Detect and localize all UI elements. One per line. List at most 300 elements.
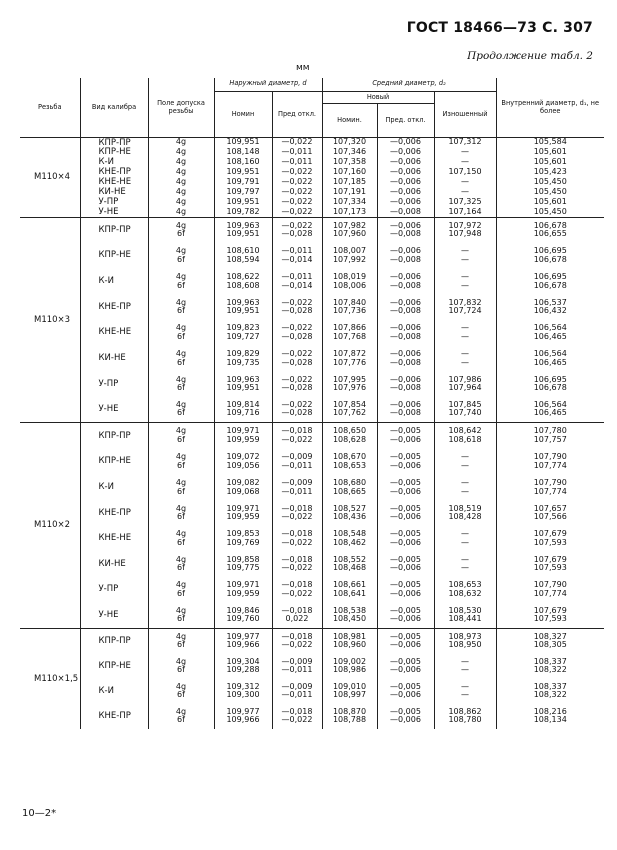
cell-value: —0,006 xyxy=(390,156,421,166)
table-row xyxy=(20,208,604,218)
cell-value: 6f xyxy=(177,331,185,341)
cell-value: —0,006 xyxy=(390,146,421,156)
col-header-gauge: Вид калибра xyxy=(80,78,148,138)
cell-value: 109,963 xyxy=(226,297,260,307)
cell-value: — xyxy=(461,554,469,564)
table-row xyxy=(20,188,604,198)
cell-value: 109,951 xyxy=(226,166,260,176)
cell-value: — xyxy=(461,563,469,573)
table-row xyxy=(20,526,604,552)
cell-value: —0,022 xyxy=(281,186,313,196)
cell-value: 108,653 xyxy=(448,580,482,590)
outer-nominal-cell xyxy=(214,654,272,679)
cell-value: —0,011 xyxy=(281,246,313,256)
gauge-cell: КИ-НЕ xyxy=(80,346,148,372)
cell-value: 4g xyxy=(175,186,187,196)
cell-value: — xyxy=(461,156,469,166)
cell-value: —0,008 xyxy=(390,408,421,418)
table-row xyxy=(20,198,604,208)
pitch-deviation-cell xyxy=(377,208,434,218)
cell-value: 4g xyxy=(175,246,187,256)
outer-deviation-cell xyxy=(272,269,322,295)
tolerance-cell xyxy=(148,475,214,501)
cell-value: 6f xyxy=(177,614,185,624)
cell-value: 107,593 xyxy=(533,614,567,624)
cell-value: 106,678 xyxy=(533,220,567,230)
outer-nominal-cell xyxy=(214,577,272,603)
cell-value: —0,022 xyxy=(281,715,313,725)
cell-value: —0,022 xyxy=(281,196,313,206)
cell-value: 108,530 xyxy=(448,605,482,615)
cell-value: —0,006 xyxy=(390,323,421,333)
cell-value: —0,008 xyxy=(390,331,421,341)
cell-value: 107,976 xyxy=(332,383,367,393)
worn-cell xyxy=(434,208,496,218)
cell-value: —0,028 xyxy=(281,408,313,418)
cell-value: 108,305 xyxy=(533,640,567,650)
outer-nominal-cell xyxy=(214,704,272,729)
inner-diameter-cell xyxy=(496,269,604,295)
cell-value: 107,845 xyxy=(448,399,482,409)
cell-value: —0,006 xyxy=(390,196,421,206)
cell-value: — xyxy=(461,529,469,539)
inner-diameter-cell xyxy=(496,475,604,501)
cell-value: 109,775 xyxy=(226,563,260,573)
worn-cell xyxy=(434,629,496,654)
cell-value: —0,008 xyxy=(390,229,421,239)
col-header-outer-diameter: Наружный диаметр, d xyxy=(214,78,322,91)
cell-value: 107,776 xyxy=(332,357,367,367)
pitch-nominal-cell xyxy=(322,603,377,629)
cell-value: 6f xyxy=(177,306,185,316)
cell-value: —0,011 xyxy=(281,486,313,496)
cell-value: 6f xyxy=(177,588,185,598)
gauge-cell: У-НЕ xyxy=(80,208,148,218)
cell-value: 6f xyxy=(177,715,185,725)
table-row xyxy=(20,397,604,423)
gauge-cell: КНЕ-НЕ xyxy=(80,526,148,552)
tolerance-cell xyxy=(148,346,214,372)
outer-deviation-cell xyxy=(272,654,322,679)
cell-value: 108,981 xyxy=(332,631,367,641)
table-row xyxy=(20,178,604,188)
cell-value: 109,829 xyxy=(226,349,260,359)
cell-value: 4g xyxy=(175,176,187,186)
table-row xyxy=(20,423,604,449)
cell-value: — xyxy=(461,272,469,282)
cell-value: —0,011 xyxy=(281,156,313,166)
cell-value: 106,564 xyxy=(533,323,567,333)
cell-value: 6f xyxy=(177,408,185,418)
cell-value: —0,022 xyxy=(281,374,313,384)
cell-value: —0,028 xyxy=(281,229,313,239)
cell-value: —0,009 xyxy=(281,478,313,488)
outer-deviation-cell xyxy=(272,552,322,577)
col-header-pitch-nominal: Номин. xyxy=(322,104,377,138)
cell-value: 109,966 xyxy=(226,640,260,650)
cell-value: 107,334 xyxy=(332,196,367,206)
table-row xyxy=(20,218,604,243)
cell-value: —0,014 xyxy=(281,280,313,290)
cell-value: 109,312 xyxy=(226,681,260,691)
cell-value: —0,018 xyxy=(281,706,313,716)
cell-value: 6f xyxy=(177,486,185,496)
cell-value: 108,322 xyxy=(533,690,567,700)
cell-value: 4g xyxy=(175,503,187,513)
outer-deviation-cell xyxy=(272,526,322,552)
cell-value: 0,022 xyxy=(285,614,309,624)
pitch-deviation-cell xyxy=(377,449,434,475)
table-row xyxy=(20,372,604,397)
cell-value: 109,782 xyxy=(226,206,260,216)
table-row xyxy=(20,577,604,603)
cell-value: 109,072 xyxy=(226,452,260,462)
table-row xyxy=(20,269,604,295)
cell-value: 109,966 xyxy=(226,715,260,725)
cell-value: —0,005 xyxy=(390,631,421,641)
cell-value: 109,288 xyxy=(226,665,260,675)
outer-deviation-cell xyxy=(272,603,322,629)
inner-diameter-cell xyxy=(496,704,604,729)
cell-value: 108,527 xyxy=(332,503,367,513)
cell-value: 107,774 xyxy=(533,460,567,470)
outer-deviation-cell xyxy=(272,320,322,346)
cell-value: —0,006 xyxy=(390,690,421,700)
cell-value: 107,982 xyxy=(332,220,367,230)
cell-value: —0,018 xyxy=(281,605,313,615)
gauge-cell: КПР-НЕ xyxy=(80,449,148,475)
cell-value: —0,011 xyxy=(281,690,313,700)
worn-cell xyxy=(434,526,496,552)
table-row xyxy=(20,679,604,704)
cell-value: — xyxy=(461,486,469,496)
cell-value: 106,465 xyxy=(533,331,567,341)
cell-value: 105,450 xyxy=(533,186,567,196)
cell-value: 107,872 xyxy=(332,349,367,359)
pitch-nominal-cell xyxy=(322,526,377,552)
cell-value: 108,780 xyxy=(448,715,482,725)
cell-value: 4g xyxy=(175,580,187,590)
cell-value: 109,304 xyxy=(226,656,260,666)
pitch-deviation-cell xyxy=(377,475,434,501)
cell-value: —0,022 xyxy=(281,349,313,359)
cell-value: 105,601 xyxy=(533,156,567,166)
cell-value: 4g xyxy=(175,137,187,147)
outer-deviation-cell xyxy=(272,423,322,449)
cell-value: —0,028 xyxy=(281,306,313,316)
cell-value: 107,160 xyxy=(332,166,367,176)
cell-value: 109,951 xyxy=(226,196,260,206)
cell-value: 6f xyxy=(177,512,185,522)
cell-value: —0,005 xyxy=(390,426,421,436)
cell-value: 108,642 xyxy=(448,426,482,436)
table-row xyxy=(20,629,604,654)
cell-value: 109,951 xyxy=(226,383,260,393)
tolerance-cell xyxy=(148,423,214,449)
worn-cell xyxy=(434,552,496,577)
cell-value: —0,011 xyxy=(281,146,313,156)
cell-value: 106,537 xyxy=(533,297,567,307)
worn-cell xyxy=(434,346,496,372)
gauge-cell: У-ПР xyxy=(80,198,148,208)
cell-value: 107,780 xyxy=(533,426,567,436)
pitch-nominal-cell xyxy=(322,208,377,218)
cell-value: 108,462 xyxy=(332,537,367,547)
cell-value: 107,724 xyxy=(448,306,482,316)
tolerance-cell xyxy=(148,243,214,269)
cell-value: 108,322 xyxy=(533,665,567,675)
cell-value: 109,002 xyxy=(332,656,367,666)
outer-deviation-cell xyxy=(272,577,322,603)
pitch-nominal-cell xyxy=(322,552,377,577)
gauge-cell: К-И xyxy=(80,475,148,501)
cell-value: 107,358 xyxy=(332,156,367,166)
cell-value: —0,006 xyxy=(390,374,421,384)
cell-value: 109,814 xyxy=(226,399,260,409)
cell-value: 107,832 xyxy=(448,297,482,307)
thread-cell: М110×3 xyxy=(20,218,80,423)
cell-value: — xyxy=(461,460,469,470)
cell-value: —0,022 xyxy=(281,323,313,333)
cell-value: 107,964 xyxy=(448,383,482,393)
cell-value: 4g xyxy=(175,631,187,641)
cell-value: 107,790 xyxy=(533,478,567,488)
tolerance-cell xyxy=(148,603,214,629)
cell-value: 108,960 xyxy=(332,640,367,650)
cell-value: 105,601 xyxy=(533,196,567,206)
cell-value: —0,006 xyxy=(390,137,421,147)
cell-value: — xyxy=(461,357,469,367)
pitch-deviation-cell xyxy=(377,603,434,629)
worn-cell xyxy=(434,654,496,679)
cell-value: 106,678 xyxy=(533,383,567,393)
cell-value: 105,450 xyxy=(533,206,567,216)
cell-value: 107,960 xyxy=(332,229,367,239)
cell-value: —0,022 xyxy=(281,434,313,444)
worn-cell xyxy=(434,269,496,295)
col-header-outer-nominal: Номин xyxy=(214,91,272,138)
cell-value: —0,022 xyxy=(281,399,313,409)
cell-value: —0,006 xyxy=(390,399,421,409)
page-footer: 10—2* xyxy=(22,808,57,819)
table-row xyxy=(20,320,604,346)
cell-value: 4g xyxy=(175,146,187,156)
cell-value: —0,009 xyxy=(281,681,313,691)
cell-value: 108,653 xyxy=(332,460,367,470)
worn-cell xyxy=(434,577,496,603)
pitch-deviation-cell xyxy=(377,552,434,577)
cell-value: 6f xyxy=(177,280,185,290)
cell-value: 4g xyxy=(175,166,187,176)
cell-value: — xyxy=(461,254,469,264)
cell-value: 108,337 xyxy=(533,656,567,666)
cell-value: 107,679 xyxy=(533,554,567,564)
page-title: ГОСТ 18466—73 С. 307 xyxy=(406,20,593,36)
cell-value: 108,628 xyxy=(332,434,367,444)
pitch-nominal-cell xyxy=(322,449,377,475)
tolerance-cell xyxy=(148,629,214,654)
cell-value: 4g xyxy=(175,529,187,539)
cell-value: 109,951 xyxy=(226,306,260,316)
cell-value: 6f xyxy=(177,357,185,367)
inner-diameter-cell xyxy=(496,501,604,526)
cell-value: — xyxy=(461,246,469,256)
gauge-dimensions-table xyxy=(20,78,604,729)
cell-value: 108,337 xyxy=(533,681,567,691)
inner-diameter-cell xyxy=(496,208,604,218)
pitch-deviation-cell xyxy=(377,423,434,449)
cell-value: 108,632 xyxy=(448,588,482,598)
table-row xyxy=(20,704,604,729)
cell-value: — xyxy=(461,537,469,547)
cell-value: 108,441 xyxy=(448,614,482,624)
inner-diameter-cell xyxy=(496,320,604,346)
cell-value: 107,854 xyxy=(332,399,367,409)
tolerance-cell xyxy=(148,372,214,397)
cell-value: —0,022 xyxy=(281,537,313,547)
cell-value: 4g xyxy=(175,323,187,333)
cell-value: — xyxy=(461,665,469,675)
cell-value: —0,005 xyxy=(390,554,421,564)
tolerance-cell xyxy=(148,654,214,679)
cell-value: —0,006 xyxy=(390,537,421,547)
cell-value: 6f xyxy=(177,563,185,573)
outer-deviation-cell xyxy=(272,449,322,475)
table-row xyxy=(20,475,604,501)
gauge-cell: У-ПР xyxy=(80,577,148,603)
cell-value: —0,022 xyxy=(281,640,313,650)
cell-value: 108,650 xyxy=(332,426,367,436)
outer-deviation-cell xyxy=(272,629,322,654)
cell-value: 4g xyxy=(175,196,187,206)
cell-value: —0,006 xyxy=(390,297,421,307)
cell-value: 109,769 xyxy=(226,537,260,547)
cell-value: —0,005 xyxy=(390,656,421,666)
cell-value: —0,008 xyxy=(390,206,421,216)
worn-cell xyxy=(434,603,496,629)
cell-value: 107,774 xyxy=(533,486,567,496)
cell-value: —0,018 xyxy=(281,631,313,641)
cell-value: 108,548 xyxy=(332,529,367,539)
cell-value: 108,641 xyxy=(332,588,367,598)
outer-nominal-cell xyxy=(214,218,272,243)
gauge-cell: КИ-НЕ xyxy=(80,552,148,577)
pitch-deviation-cell xyxy=(377,243,434,269)
pitch-nominal-cell xyxy=(322,295,377,320)
cell-value: —0,005 xyxy=(390,605,421,615)
thread-cell: М110×2 xyxy=(20,423,80,629)
col-header-thread: Резьба xyxy=(20,78,80,138)
cell-value: —0,006 xyxy=(390,220,421,230)
cell-value: —0,005 xyxy=(390,529,421,539)
cell-value: 107,948 xyxy=(448,229,482,239)
cell-value: 108,997 xyxy=(332,690,367,700)
cell-value: 106,695 xyxy=(533,374,567,384)
cell-value: 109,791 xyxy=(226,176,260,186)
pitch-deviation-cell xyxy=(377,577,434,603)
gauge-cell: КПР-ПР xyxy=(80,629,148,654)
pitch-deviation-cell xyxy=(377,526,434,552)
cell-value: —0,006 xyxy=(390,614,421,624)
table-row xyxy=(20,158,604,168)
gauge-cell: К-И xyxy=(80,679,148,704)
outer-nominal-cell xyxy=(214,295,272,320)
cell-value: 109,068 xyxy=(226,486,260,496)
tolerance-cell xyxy=(148,269,214,295)
tolerance-cell xyxy=(148,320,214,346)
cell-value: 108,450 xyxy=(332,614,367,624)
cell-value: —0,006 xyxy=(390,166,421,176)
pitch-nominal-cell xyxy=(322,475,377,501)
cell-value: 4g xyxy=(175,272,187,282)
outer-deviation-cell xyxy=(272,346,322,372)
cell-value: —0,006 xyxy=(390,272,421,282)
cell-value: 109,971 xyxy=(226,503,260,513)
outer-nominal-cell xyxy=(214,679,272,704)
cell-value: 4g xyxy=(175,605,187,615)
cell-value: 107,191 xyxy=(332,186,367,196)
cell-value: 109,963 xyxy=(226,374,260,384)
cell-value: —0,006 xyxy=(390,434,421,444)
col-header-worn: Изношенный xyxy=(434,91,496,138)
cell-value: 106,678 xyxy=(533,254,567,264)
pitch-nominal-cell xyxy=(322,320,377,346)
cell-value: 108,608 xyxy=(226,280,260,290)
inner-diameter-cell xyxy=(496,372,604,397)
cell-value: 4g xyxy=(175,554,187,564)
cell-value: —0,006 xyxy=(390,486,421,496)
gauge-cell: КНЕ-ПР xyxy=(80,704,148,729)
table-row xyxy=(20,552,604,577)
cell-value: 107,740 xyxy=(448,408,482,418)
cell-value: 106,465 xyxy=(533,357,567,367)
cell-value: 108,665 xyxy=(332,486,367,496)
outer-deviation-cell xyxy=(272,501,322,526)
gauge-cell: КПР-ПР xyxy=(80,138,148,148)
cell-value: 106,465 xyxy=(533,408,567,418)
pitch-nominal-cell xyxy=(322,704,377,729)
cell-value: —0,018 xyxy=(281,426,313,436)
cell-value: 106,695 xyxy=(533,246,567,256)
unit-label: мм xyxy=(296,63,310,73)
pitch-nominal-cell xyxy=(322,501,377,526)
cell-value: 107,164 xyxy=(448,206,482,216)
outer-deviation-cell xyxy=(272,397,322,423)
outer-nominal-cell xyxy=(214,501,272,526)
cell-value: 4g xyxy=(175,706,187,716)
cell-value: —0,006 xyxy=(390,246,421,256)
pitch-deviation-cell xyxy=(377,629,434,654)
inner-diameter-cell xyxy=(496,449,604,475)
outer-nominal-cell xyxy=(214,372,272,397)
gauge-cell: У-НЕ xyxy=(80,397,148,423)
inner-diameter-cell xyxy=(496,603,604,629)
worn-cell xyxy=(434,679,496,704)
cell-value: 106,695 xyxy=(533,272,567,282)
cell-value: —0,009 xyxy=(281,452,313,462)
gauge-cell: КПР-НЕ xyxy=(80,148,148,158)
cell-value: 4g xyxy=(175,297,187,307)
cell-value: 109,963 xyxy=(226,220,260,230)
cell-value: 6f xyxy=(177,537,185,547)
inner-diameter-cell xyxy=(496,679,604,704)
gauge-cell: КПР-НЕ xyxy=(80,243,148,269)
col-header-pitch-diameter: Средний диаметр, d₂ xyxy=(322,78,496,91)
tolerance-cell xyxy=(148,501,214,526)
pitch-nominal-cell xyxy=(322,629,377,654)
outer-nominal-cell xyxy=(214,208,272,218)
outer-nominal-cell xyxy=(214,269,272,295)
